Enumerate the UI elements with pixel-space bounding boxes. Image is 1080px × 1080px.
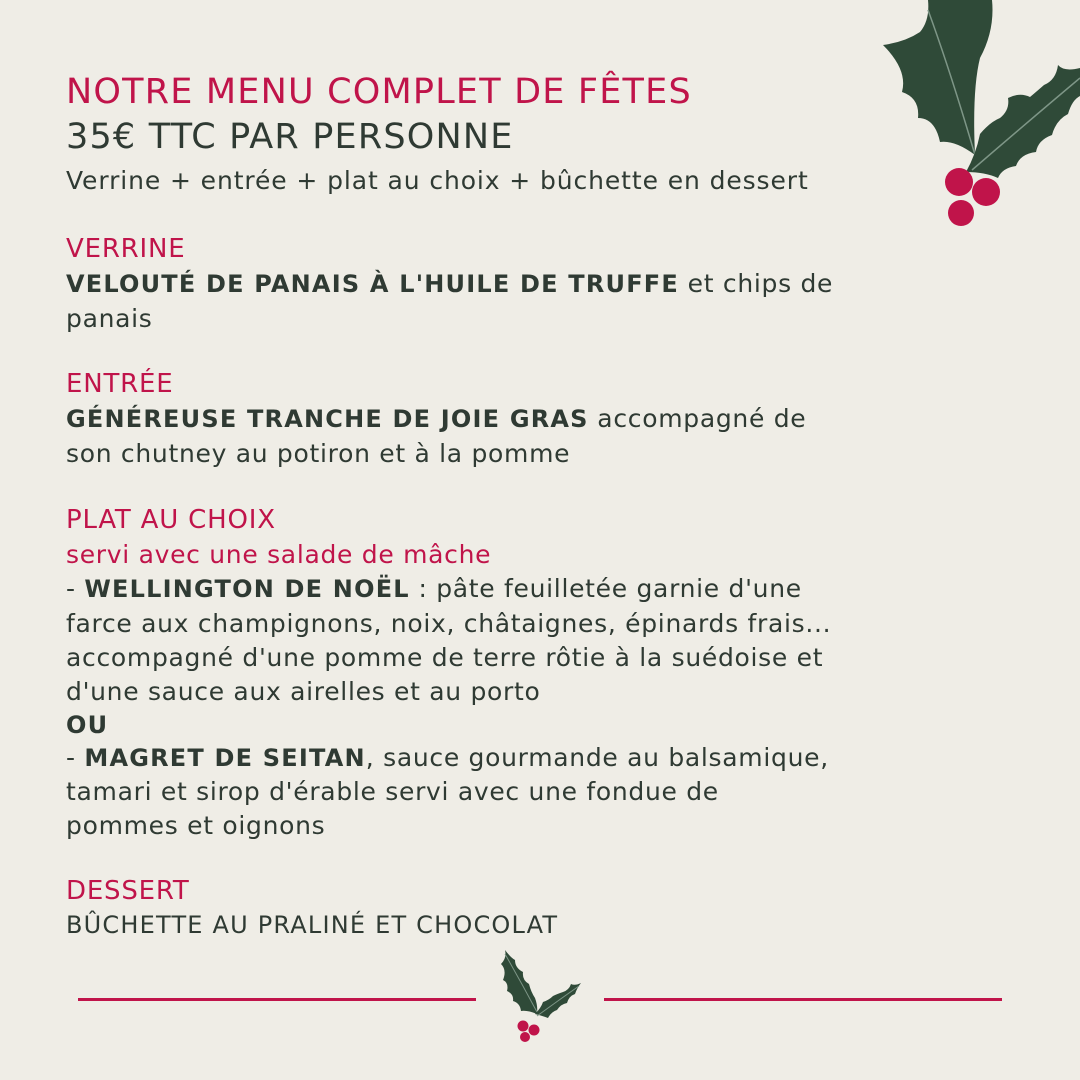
menu-price: 35€ TTC PAR PERSONNE: [66, 117, 514, 157]
plat-option-1-desc-3: accompagné d'une pomme de terre rôtie à la suédoise et: [66, 643, 824, 672]
entree-desc-2: son chutney au potiron et à la pomme: [66, 439, 571, 468]
entree-dish-line: [66, 404, 806, 433]
plat-note: servi avec une salade de mâche: [66, 540, 492, 569]
plat-option-1-prefix: -: [66, 574, 85, 603]
plat-option-2-desc-3: pommes et oignons: [66, 811, 326, 840]
plat-option-1-line: [66, 574, 802, 603]
section-heading-verrine: VERRINE: [66, 234, 186, 264]
plat-option-1-dish: WELLINGTON DE NOËL: [84, 575, 410, 603]
verrine-dish-line: [66, 269, 833, 298]
verrine-dish-name: VELOUTÉ DE PANAIS À L'HUILE DE TRUFFE: [66, 270, 679, 298]
dessert-dish-name: BÛCHETTE AU PRALINÉ ET CHOCOLAT: [66, 911, 559, 939]
menu-summary: Verrine + entrée + plat au choix + bûchette en dessert: [66, 166, 809, 195]
plat-option-1-desc-1: : pâte feuilletée garnie d'une: [409, 574, 802, 603]
section-heading-dessert: DESSERT: [66, 876, 190, 906]
divider-right: [604, 998, 1002, 1001]
verrine-desc-2: panais: [66, 304, 153, 333]
plat-option-2-desc-1: , sauce gourmande au balsamique,: [365, 743, 829, 772]
holly-top-icon: [880, 0, 1080, 240]
plat-option-2-dish: MAGRET DE SEITAN: [84, 744, 366, 772]
entree-desc-1: accompagné de: [588, 404, 807, 433]
plat-option-2-line: [66, 743, 829, 772]
section-heading-plat: PLAT AU CHOIX: [66, 505, 276, 535]
plat-option-2-desc-2: tamari et sirop d'érable servi avec une fondue de: [66, 777, 719, 806]
entree-dish-name: GÉNÉREUSE TRANCHE DE JOIE GRAS: [66, 405, 589, 433]
plat-or-separator: OU: [66, 711, 109, 739]
holly-bottom-icon: [495, 948, 585, 1048]
plat-option-2-prefix: -: [66, 743, 85, 772]
divider-left: [78, 998, 476, 1001]
verrine-desc-1: et chips de: [679, 269, 834, 298]
plat-option-1-desc-2: farce aux champignons, noix, châtaignes, épinards frais...: [66, 609, 832, 638]
menu-title: NOTRE MENU COMPLET DE FÊTES: [66, 72, 692, 112]
plat-option-1-desc-4: d'une sauce aux airelles et au porto: [66, 677, 541, 706]
section-heading-entree: ENTRÉE: [66, 369, 174, 399]
